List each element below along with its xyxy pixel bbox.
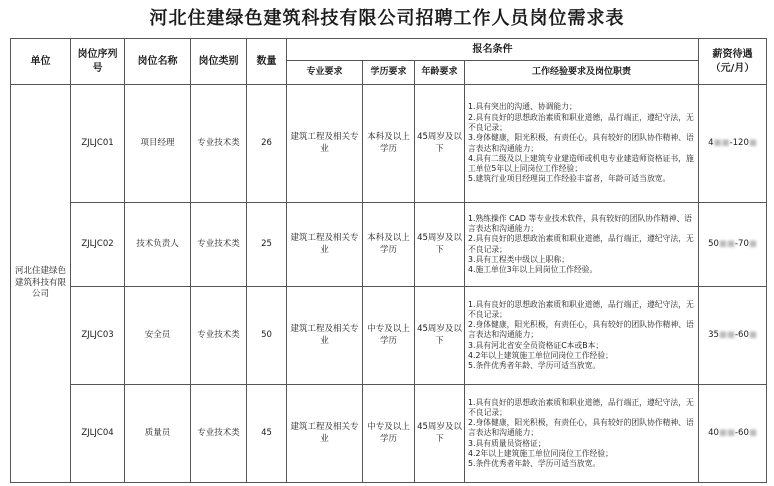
- header-major: 专业要求: [287, 61, 363, 85]
- redacted-mark: ■: [748, 137, 757, 148]
- table-row: [11, 203, 767, 287]
- salary-cell: [699, 203, 767, 287]
- salary-cell: [699, 385, 767, 483]
- salary-cell: [699, 287, 767, 385]
- major-cell: 建筑工程及相关专业: [287, 85, 363, 203]
- header-name: 岗位名称: [125, 39, 191, 85]
- major-cell: 建筑工程及相关专业: [287, 203, 363, 287]
- count-cell: 50: [247, 287, 287, 385]
- header-count: 数量: [247, 39, 287, 85]
- category-cell: 专业技术类: [191, 203, 247, 287]
- duty-line: 5.条件优秀者年龄、学历可适当放宽。: [468, 361, 601, 371]
- redacted-mark: ■■: [713, 137, 730, 148]
- name-cell: 项目经理: [125, 85, 191, 203]
- duty-line: 2.身体健康，阳光积极，有责任心，具有较好的团队协作精神、语言表达和沟通能力；: [468, 418, 694, 438]
- age-cell: 45周岁及以下: [415, 385, 465, 483]
- duty-line: 2.具有良好的思想政治素质和职业道德，品行端正，遵纪守法，无不良记录；: [468, 234, 694, 254]
- header-seq: 岗位序列号: [71, 39, 125, 85]
- table-row: [11, 287, 767, 385]
- unit-cell: 河北住建绿色建筑科技有限公司: [11, 85, 71, 483]
- salary-min: 50: [708, 238, 719, 249]
- redacted-mark: ■■: [718, 329, 735, 340]
- name-cell: 技术负责人: [125, 203, 191, 287]
- salary-min: 35: [708, 329, 719, 340]
- duty-line: 4.2年以上建筑施工单位同岗位工作经验；: [468, 350, 613, 360]
- duty-cell: [465, 287, 699, 385]
- seq-cell: ZJLJC03: [71, 287, 125, 385]
- category-cell: 专业技术类: [191, 85, 247, 203]
- duty-line: 1.具有良好的思想政治素质和职业道德，品行端正，遵纪守法，无不良记录；: [468, 299, 694, 319]
- redacted-mark: ■: [748, 427, 757, 438]
- header-salary: 薪资待遇（元/月）: [699, 39, 767, 85]
- duty-line: 3.身体健康，阳光积极，有责任心，具有较好的团队协作精神、语言表达和沟通能力；: [468, 133, 694, 153]
- seq-cell: ZJLJC04: [71, 385, 125, 483]
- salary-max: -60: [734, 427, 749, 438]
- salary-max: -70: [734, 238, 749, 249]
- education-cell: 中专及以上学历: [363, 385, 415, 483]
- salary-max: -60: [734, 329, 749, 340]
- education-cell: 中专及以上学历: [363, 287, 415, 385]
- count-cell: 26: [247, 85, 287, 203]
- count-cell: 25: [247, 203, 287, 287]
- major-cell: 建筑工程及相关专业: [287, 287, 363, 385]
- name-cell: 安全员: [125, 287, 191, 385]
- age-cell: 45周岁及以下: [415, 287, 465, 385]
- job-requirements-table: [10, 38, 767, 483]
- duty-line: 1.具有突出的沟通、协调能力；: [468, 102, 577, 112]
- duty-cell: [465, 385, 699, 483]
- duty-line: 4.具有二级及以上建筑专业建造师或机电专业建造师资格证书，施工单位5年以上同岗位工作经验；: [468, 153, 694, 174]
- header-conditions: 报名条件: [287, 39, 699, 61]
- salary-min: 4: [708, 137, 714, 148]
- salary-max: -120: [729, 137, 749, 148]
- duty-line: 1.具有良好的思想政治素质和职业道德，品行端正，遵纪守法，无不良记录；: [468, 397, 694, 417]
- header-duty: 工作经验要求及岗位职责: [465, 61, 699, 85]
- page-title: 河北住建绿色建筑科技有限公司招聘工作人员岗位需求表: [149, 8, 625, 29]
- category-cell: 专业技术类: [191, 287, 247, 385]
- redacted-mark: ■: [748, 238, 757, 249]
- duty-line: 2.身体健康，阳光积极，有责任心，具有较好的团队协作精神、语言表达和沟通能力；: [468, 320, 694, 340]
- age-cell: 45周岁及以下: [415, 85, 465, 203]
- header-category: 岗位类别: [191, 39, 247, 85]
- duty-line: 5.条件优秀者年龄、学历可适当放宽。: [468, 459, 601, 469]
- salary-cell: [699, 85, 767, 203]
- seq-cell: ZJLJC02: [71, 203, 125, 287]
- duty-line: 3.具有工程类中级以上职称；: [468, 254, 570, 264]
- duty-line: 5.建筑行业项目经理岗工作经验丰富者，年龄可适当放宽。: [468, 174, 671, 184]
- duty-line: 4.2年以上建筑施工单位同岗位工作经验；: [468, 448, 613, 458]
- education-cell: 本科及以上学历: [363, 85, 415, 203]
- redacted-mark: ■■: [718, 238, 735, 249]
- seq-cell: ZJLJC01: [71, 85, 125, 203]
- duty-line: 2.具有良好的思想政治素质和职业道德，品行端正，遵纪守法，无不良记录；: [468, 112, 694, 132]
- duty-cell: [465, 203, 699, 287]
- header-unit: 单位: [11, 39, 71, 85]
- duty-line: 4.施工单位3年以上同岗位工作经验。: [468, 265, 598, 275]
- header-age: 年龄要求: [415, 61, 465, 85]
- table-row: [11, 85, 767, 203]
- duty-line: 3.具有河北省安全员资格证C本或B本；: [468, 340, 604, 350]
- redacted-mark: ■■: [718, 427, 735, 438]
- count-cell: 45: [247, 385, 287, 483]
- education-cell: 本科及以上学历: [363, 203, 415, 287]
- header-education: 学历要求: [363, 61, 415, 85]
- name-cell: 质量员: [125, 385, 191, 483]
- category-cell: 专业技术类: [191, 385, 247, 483]
- age-cell: 45周岁及以下: [415, 203, 465, 287]
- major-cell: 建筑工程及相关专业: [287, 385, 363, 483]
- duty-line: 3.具有质量员资格证；: [468, 438, 546, 448]
- table-row: [11, 385, 767, 483]
- redacted-mark: ■: [748, 329, 757, 340]
- duty-line: 1.熟练操作 CAD 等专业技术软件，具有较好的团队协作精神、语言表达和沟通能力；: [468, 213, 693, 233]
- duty-cell: [465, 85, 699, 203]
- salary-min: 40: [708, 427, 719, 438]
